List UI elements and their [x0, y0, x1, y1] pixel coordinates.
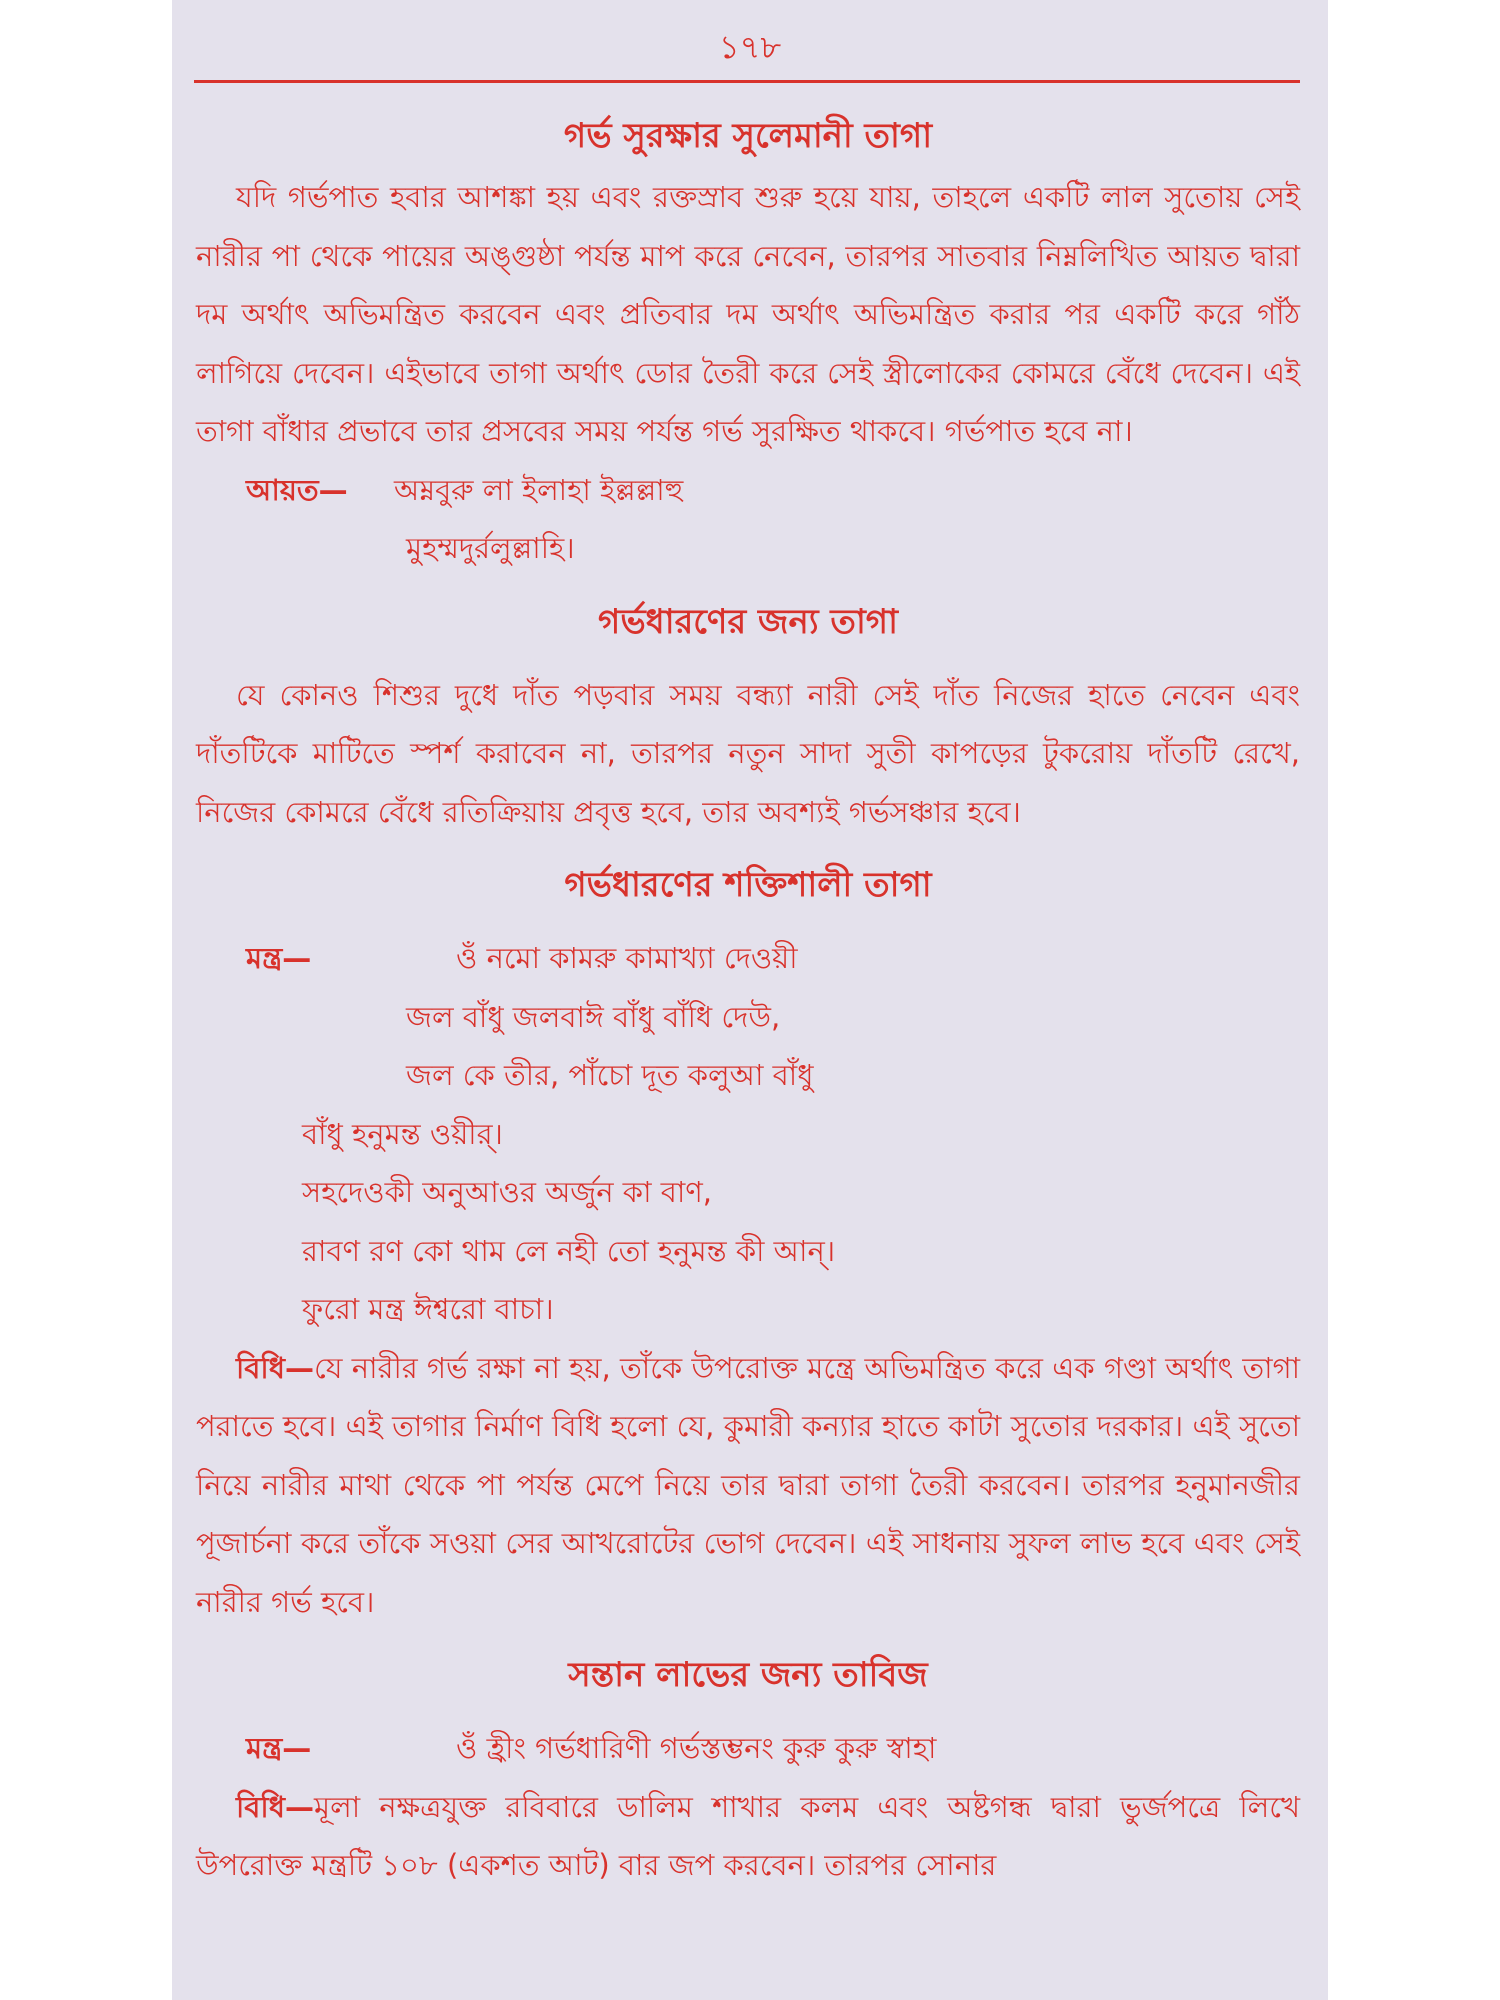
mantra-label: মন্ত্র— [246, 1731, 312, 1765]
mantra-line-7: ফুরো মন্ত্র ঈশ্বরো বাচা। [302, 1292, 554, 1326]
section-heading-2: গর্ভধারণের জন্য তাগা [598, 601, 898, 642]
section-heading-3: গর্ভধারণের শক্তিশালী তাগা [564, 865, 932, 905]
section-2-body: যে কোনও শিশুর দুধে দাঁত পড়বার সময় বন্ধ্যা নারী সেই দাঁত নিজের হাতে নেবেন এবং দাঁতটিকে মাটিতে স্পর্শ করাবেন না, তারপর নতুন সাদা সুতী কাপড়ের টুকরোয় দাঁতটি রেখে, নিজের কোমরে বেঁধে রতিক্রিয়ায় প্রবৃত্ত হবে, তার অবশ্যই গর্ভসঞ্চার হবে। [196, 677, 1300, 829]
verse-label: আয়ত— [246, 472, 348, 507]
mantra-line-3: জল কে তীর, পাঁচো দূত কলুআ বাঁধু [406, 1058, 814, 1092]
mantra-line-6: রাবণ রণ কো থাম লে নহী তো হনুমন্ত কী আন্। [302, 1233, 836, 1268]
section-1-body: যদি গর্ভপাত হবার আশঙ্কা হয় এবং রক্তস্রাব শুরু হয়ে যায়, তাহলে একটি লাল সুতোয় সেই নারীর পা থেকে পায়ের অঙ্গুষ্ঠা পর্যন্ত মাপ করে নেবেন, তারপর সাতবার নিম্নলিখিত আয়ত দ্বারা দম অর্থাৎ অভিমন্ত্রিত করবেন এবং প্রতিবার দম অর্থাৎ অভিমন্ত্রিত করার পর একটি করে গাঁঠ লাগিয়ে দেবেন। এইভাবে তাগা অর্থাৎ ডোর তৈরী করে সেই স্ত্রীলোকের কোমরে বেঁধে দেবেন। এই তাগা বাঁধার প্রভাবে তার প্রসবের সময় পর্যন্ত গর্ভ সুরক্ষিত থাকবে। গর্ভপাত হবে না। [196, 180, 1300, 448]
verse-line-2: মুহম্মদুর্রলুল্লাহি। [406, 531, 575, 565]
book-page [172, 0, 1328, 2000]
mantra-label: মন্ত্র— [246, 941, 312, 975]
mantra-block-2 [196, 1719, 1300, 1778]
page-content [196, 104, 1300, 1895]
verse-block [196, 461, 1300, 520]
mantra-text: ওঁ হ্রীং গর্ভধারিণী গর্ভস্তম্ভনং কুরু কুরু স্বাহা [456, 1731, 937, 1765]
mantra-line-2: জল বাঁধু জলবাঈ বাঁধু বাঁধি দেউ, [406, 999, 781, 1034]
mantra-line-5: সহদেওকী অনুআওর অর্জুন কা বাণ, [302, 1175, 713, 1209]
verse-line-1: অম্নবুরু লা ইলাহা ইল্লল্লাহু [394, 472, 684, 507]
method-label: বিধি— [236, 1789, 314, 1824]
section-heading-4: সন্তান লাভের জন্য তাবিজ [568, 1655, 928, 1695]
header-rule [194, 80, 1300, 83]
page-number: ১৭৮ [718, 28, 782, 66]
mantra-line-4: বাঁধু হনুমন্ত ওয়ীর্। [302, 1116, 503, 1151]
method-text: মূলা নক্ষত্রযুক্ত রবিবারে ডালিম শাখার কলম এবং অষ্টগন্ধ দ্বারা ভুর্জপত্রে লিখে উপরোক্ত মন্ত্রটি ১০৮ (একশত আট) বার জপ করবেন। তারপর সোনার [196, 1789, 1300, 1882]
method-label: বিধি— [236, 1350, 314, 1385]
mantra-block-1 [196, 929, 1300, 988]
method-paragraph-2 [196, 1778, 1300, 1895]
method-text: যে নারীর গর্ভ রক্ষা না হয়, তাঁকে উপরোক্ত মন্ত্রে অভিমন্ত্রিত করে এক গণ্ডা অর্থাৎ তাগা পরাতে হবে। এই তাগার নির্মাণ বিধি হলো যে, কুমারী কন্যার হাতে কাটা সুতোর দরকার। এই সুতো নিয়ে নারীর মাথা থেকে পা পর্যন্ত মেপে নিয়ে তার দ্বারা তাগা তৈরী করবেন। তারপর হনুমানজীর পূজার্চনা করে তাঁকে সওয়া সের আখরোটের ভোগ দেবেন। এই সাধনায় সুফল লাভ হবে এবং সেই নারীর গর্ভ হবে। [196, 1350, 1300, 1619]
mantra-line-1: ওঁ নমো কামরু কামাখ্যা দেওয়ী [456, 941, 798, 975]
section-heading-1: গর্ভ সুরক্ষার সুলেমানী তাগা [563, 116, 933, 156]
method-paragraph-1 [196, 1339, 1300, 1632]
